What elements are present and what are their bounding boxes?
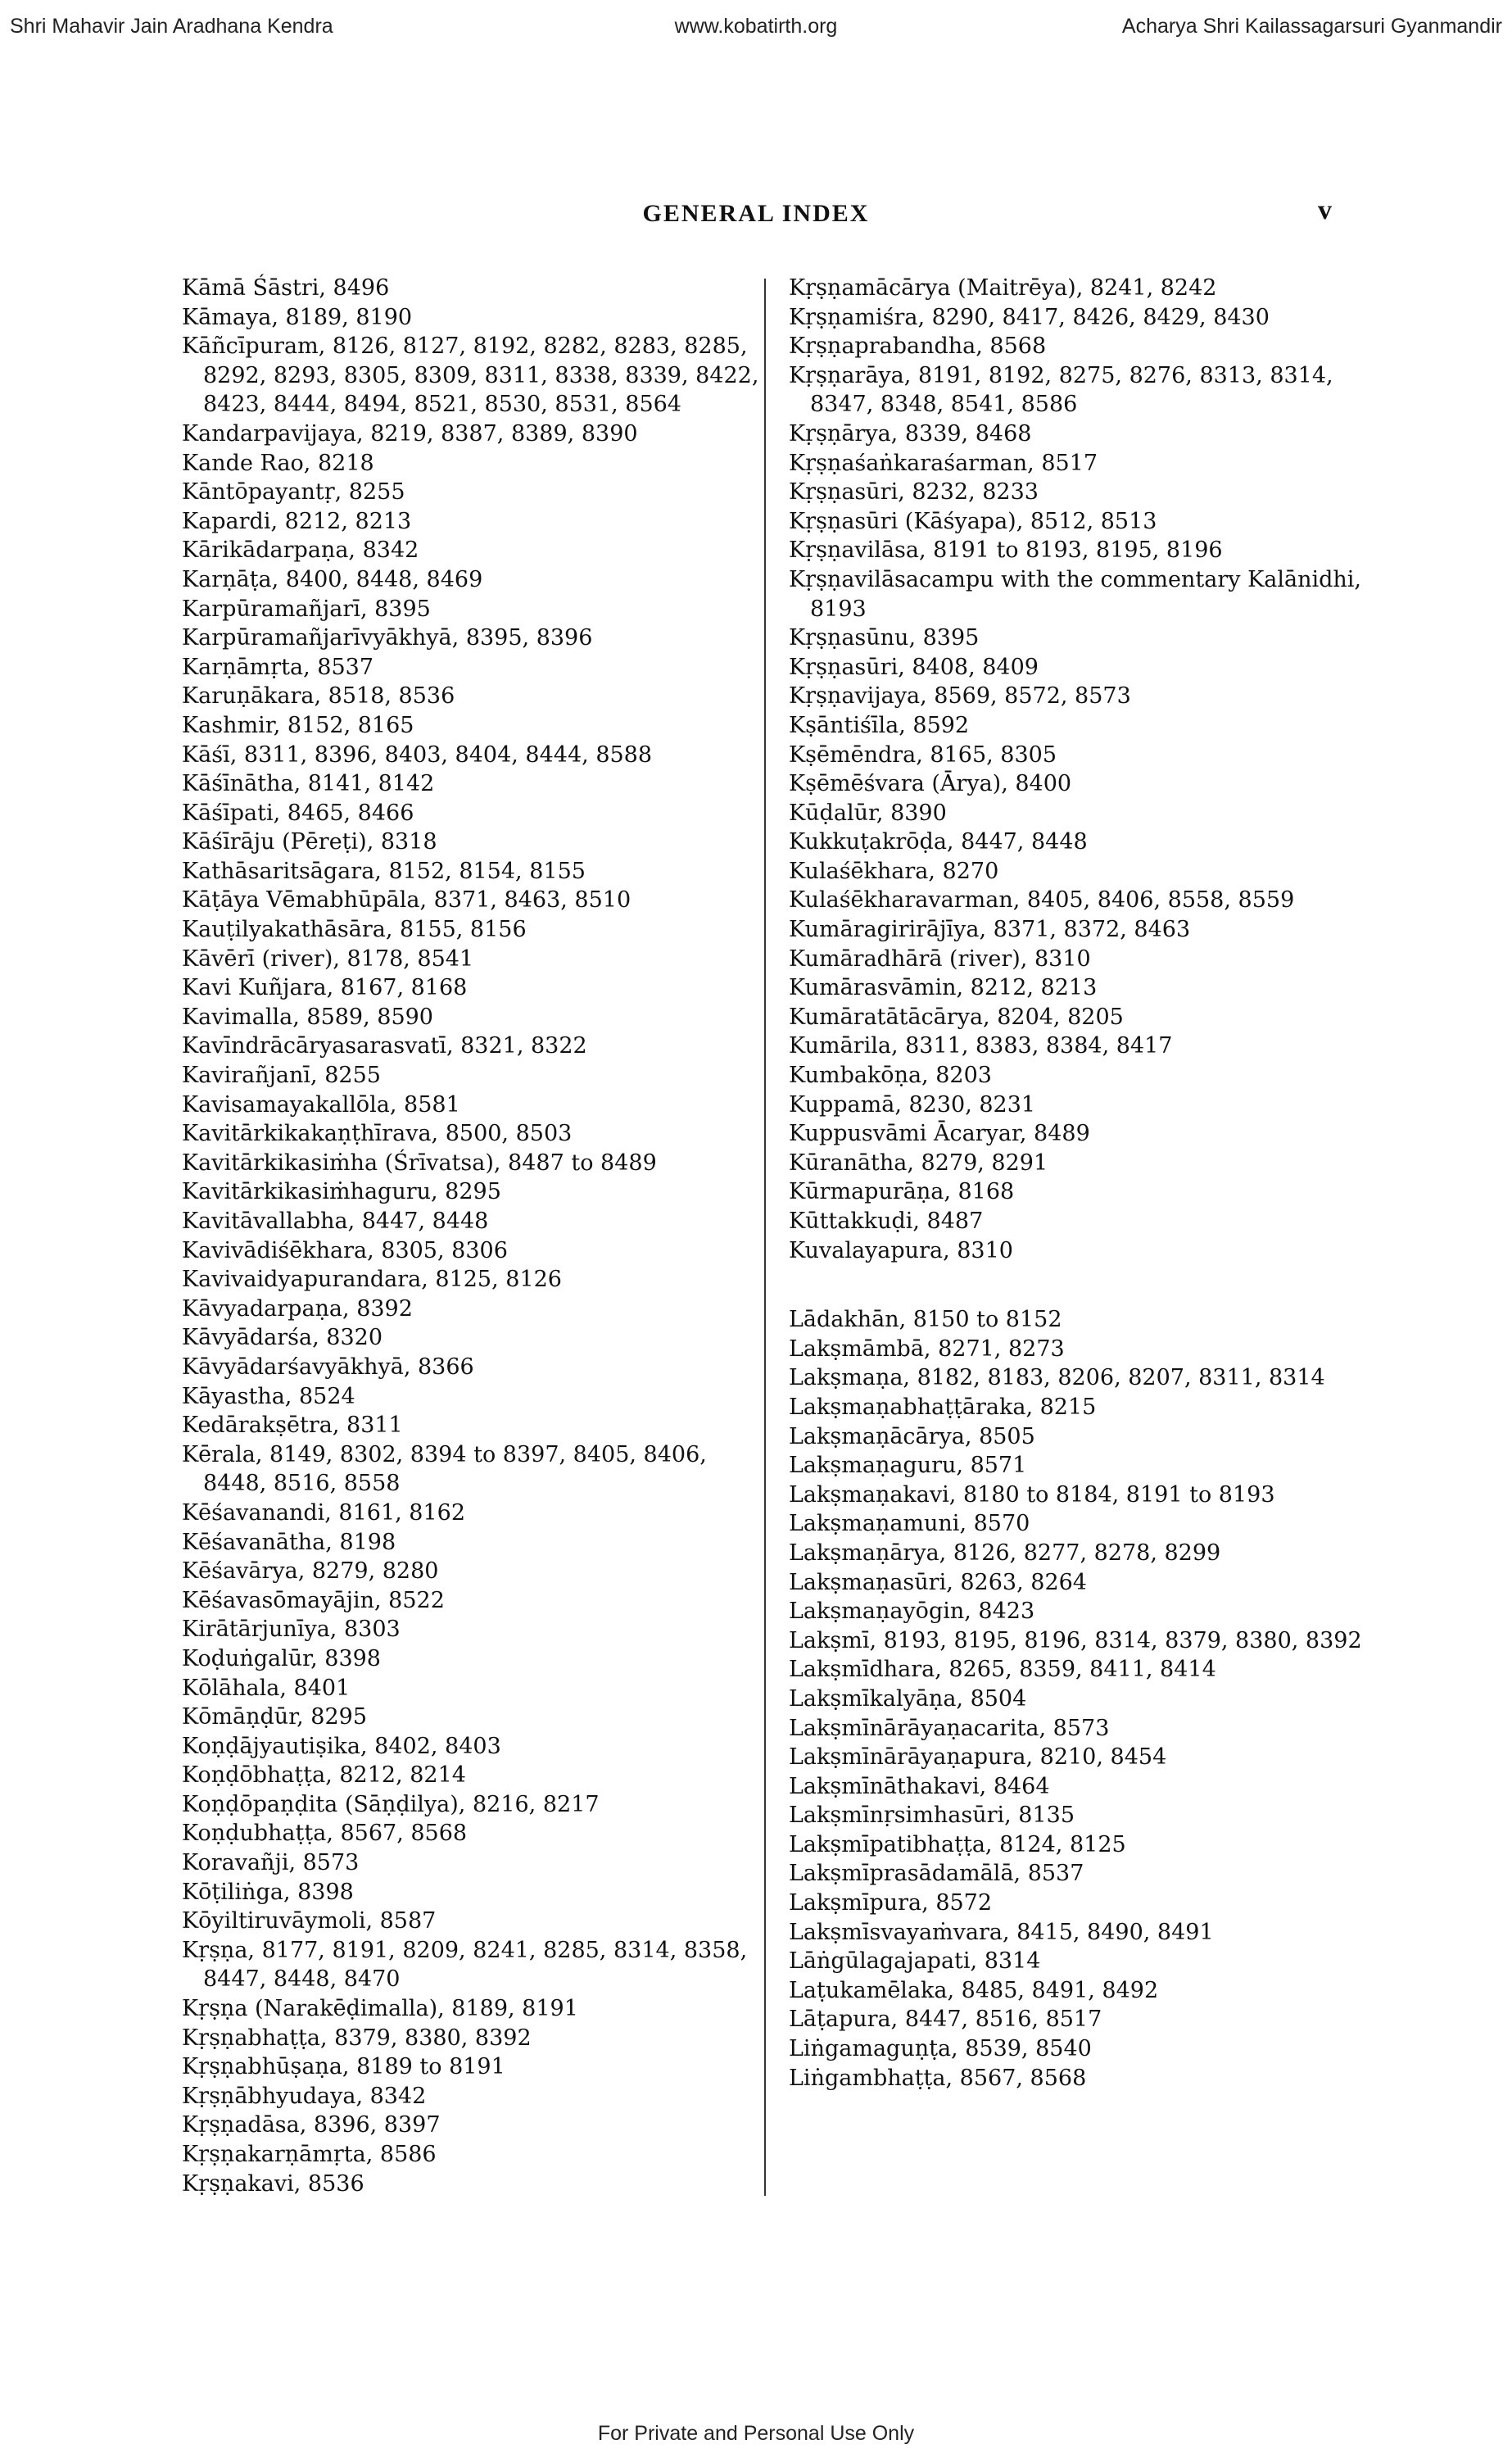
index-entry: Lakṣmīsvayaṁvara, 8415, 8490, 8491 [789, 1919, 1214, 1945]
index-entry: Kuppusvāmi Ācaryar, 8489 [789, 1121, 1090, 1147]
index-entry: Kavivādiśēkhara, 8305, 8306 [182, 1237, 508, 1263]
index-entry: Koravañji, 8573 [182, 1850, 360, 1876]
index-entry: Kumārasvāmin, 8212, 8213 [789, 975, 1098, 1001]
index-entry: Kṛṣṇābhyudaya, 8342 [182, 2083, 427, 2109]
index-entry: Kavitārkikasiṁha (Śrīvatsa), 8487 to 8489 [182, 1150, 657, 1176]
index-entry: Lāṭapura, 8447, 8516, 8517 [789, 2007, 1102, 2033]
index-entry: Kūttakkuḍi, 8487 [789, 1209, 984, 1234]
index-entry: Karṇāṭa, 8400, 8448, 8469 [182, 566, 483, 592]
index-entry: Laṭukamēlaka, 8485, 8491, 8492 [789, 1977, 1159, 2003]
index-entry: Kūḍalūr, 8390 [789, 800, 947, 826]
index-entry: Kulaśēkhara, 8270 [789, 858, 999, 884]
index-entry: Kṛṣṇamiśra, 8290, 8417, 8426, 8429, 8430 [789, 304, 1270, 330]
index-entry: Kavitārkikasiṁhaguru, 8295 [182, 1179, 501, 1205]
index-entry: Kumāradhārā (river), 8310 [789, 946, 1091, 972]
source-website: www.kobatirth.org [674, 15, 838, 38]
index-entry: Kavitārkikakaṇṭhīrava, 8500, 8503 [182, 1121, 573, 1147]
index-entry: Kashmir, 8152, 8165 [182, 712, 414, 738]
index-entry: Kāśīrāju (Pēreṭi), 8318 [182, 829, 437, 855]
index-entry: Kavi Kuñjara, 8167, 8168 [182, 975, 468, 1001]
index-entry: Kūrmapurāṇa, 8168 [789, 1179, 1015, 1205]
index-entry: Kauṭilyakathāsāra, 8155, 8156 [182, 917, 527, 943]
index-entry: Koṇḍōbhaṭṭa, 8212, 8214 [182, 1762, 466, 1789]
index-entry: Kṛṣṇa (Narakēḍimalla), 8189, 8191 [182, 1996, 578, 2022]
index-entry: Liṅgambhaṭṭa, 8567, 8568 [789, 2065, 1087, 2091]
index-entry: Kṛṣṇabhaṭṭa, 8379, 8380, 8392 [182, 2025, 532, 2051]
page-footer: For Private and Personal Use Only [597, 2422, 915, 2445]
index-entry: Kāyastha, 8524 [182, 1383, 355, 1409]
index-entry: Liṅgamaguṇṭa, 8539, 8540 [789, 2036, 1092, 2062]
source-archive-name: Acharya Shri Kailassagarsuri Gyanmandir [1121, 15, 1502, 38]
index-entry: Karṇāmṛta, 8537 [182, 654, 373, 680]
index-entry: Kṛṣṇasūnu, 8395 [789, 625, 980, 651]
index-entry: Kṛṣṇakarṇāmṛta, 8586 [182, 2142, 437, 2167]
index-entry: Kavitāvallabha, 8447, 8448 [182, 1209, 489, 1234]
index-entry: Lakṣmaṇaguru, 8571 [789, 1453, 1027, 1479]
index-entry: Kṣāntiśīla, 8592 [789, 712, 970, 738]
index-entry: Kedārakṣētra, 8311 [182, 1413, 403, 1439]
index-column-left [182, 274, 772, 2198]
index-entry: Kavimalla, 8589, 8590 [182, 1004, 433, 1030]
index-entry: Kēśavārya, 8279, 8280 [182, 1558, 439, 1585]
index-entry: Kṛṣṇasūri, 8232, 8233 [789, 479, 1039, 506]
index-entry: Kārikādarpaṇa, 8342 [182, 537, 419, 564]
page-number: v [1318, 195, 1332, 225]
index-entry: Kṣēmēśvara (Ārya), 8400 [789, 771, 1072, 797]
index-entry: Kṛṣṇavilāsacampu with the commentary Kalānidhi, 8193 [789, 566, 1361, 622]
index-entry: Kṛṣṇaprabandha, 8568 [789, 333, 1047, 360]
index-entry: Lakṣmaṇayōgin, 8423 [789, 1599, 1035, 1625]
index-entry: Kathāsaritsāgara, 8152, 8154, 8155 [182, 858, 586, 884]
index-entry: Koṇḍōpaṇḍita (Sāṇḍilya), 8216, 8217 [182, 1791, 600, 1817]
index-entry: Kavivaidyapurandara, 8125, 8126 [182, 1267, 562, 1293]
index-entry: Kṛṣṇaśaṅkaraśarman, 8517 [789, 450, 1098, 476]
index-entry: Kāñcīpuram, 8126, 8127, 8192, 8282, 8283, 8285, 8292, 8293, 8305, 8309, 8311, 8338, 8339, 8422, 8423, 8444, 8494, 8521, 8530, 8531, 8564 [182, 333, 759, 418]
index-entry: Kapardi, 8212, 8213 [182, 508, 412, 534]
index-entry: Kōmāṇḍūr, 8295 [182, 1704, 368, 1730]
index-entry: Kande Rao, 8218 [182, 450, 374, 476]
index-entry: Kavirañjanī, 8255 [182, 1063, 381, 1089]
index-entry: Kāmā Śāstri, 8496 [182, 275, 390, 301]
index-entry: Kṛṣṇārya, 8339, 8468 [789, 420, 1032, 447]
index-entry: Kumāratātācārya, 8204, 8205 [789, 1004, 1124, 1030]
index-entry: Kṛṣṇamācārya (Maitrēya), 8241, 8242 [789, 275, 1217, 301]
index-entry: Kāvyadarpaṇa, 8392 [182, 1295, 413, 1322]
index-entry: Koḍuṅgalūr, 8398 [182, 1645, 381, 1671]
index-entry: Kṛṣṇasūri, 8408, 8409 [789, 654, 1039, 680]
index-entry: Kēśavanandi, 8161, 8162 [182, 1499, 466, 1526]
index-entry: Lakṣmīprasādamālā, 8537 [789, 1861, 1084, 1887]
index-entry: Lakṣmīnāthakavi, 8464 [789, 1773, 1050, 1799]
source-header-bar [0, 11, 1512, 41]
index-entry: Kavisamayakallōla, 8581 [182, 1091, 460, 1118]
index-entry: Kāśīpati, 8465, 8466 [182, 800, 414, 826]
index-entry: Kulaśēkharavarman, 8405, 8406, 8558, 8559 [789, 887, 1295, 914]
index-entry: Lakṣmaṇabhaṭṭāraka, 8215 [789, 1394, 1097, 1420]
index-entry: Lakṣmaṇasūri, 8263, 8264 [789, 1569, 1087, 1595]
index-entry: Kṛṣṇabhūṣaṇa, 8189 to 8191 [182, 2054, 505, 2080]
index-entry: Koṇḍubhaṭṭa, 8567, 8568 [182, 1821, 468, 1847]
index-entry: Lakṣmī, 8193, 8195, 8196, 8314, 8379, 8380, 8392 [789, 1627, 1362, 1653]
index-entry: Kāmaya, 8189, 8190 [182, 304, 413, 330]
column-divider [764, 279, 766, 2196]
index-entry: Lakṣmīpatibhaṭṭa, 8124, 8125 [789, 1831, 1126, 1857]
index-entry: Kṛṣṇasūri (Kāśyapa), 8512, 8513 [789, 508, 1157, 534]
index-entry: Kṛṣṇakavi, 8536 [182, 2170, 364, 2197]
index-entry: Lakṣmīkalyāṇa, 8504 [789, 1685, 1027, 1712]
index-entry: Karpūramañjarī, 8395 [182, 596, 431, 622]
index-entry: Lakṣmaṇakavi, 8180 to 8184, 8191 to 8193 [789, 1481, 1275, 1508]
index-entry: Kumārila, 8311, 8383, 8384, 8417 [789, 1033, 1173, 1059]
index-entry: Lakṣmīdhara, 8265, 8359, 8411, 8414 [789, 1657, 1216, 1683]
index-entry: Kumāragirirājīya, 8371, 8372, 8463 [789, 917, 1191, 943]
index-entry: Kuppamā, 8230, 8231 [789, 1091, 1036, 1118]
index-entry: Kṛṣṇavijaya, 8569, 8572, 8573 [789, 683, 1131, 710]
page-title: GENERAL INDEX [642, 200, 870, 227]
index-entry: Lakṣmaṇamuni, 8570 [789, 1511, 1030, 1537]
index-column-right [789, 274, 1378, 2093]
index-entry: Kōṭiliṅga, 8398 [182, 1879, 354, 1905]
index-entry: Kāvyādarśa, 8320 [182, 1325, 383, 1351]
index-entry: Kāntōpayantṛ, 8255 [182, 479, 405, 506]
index-entry: Lakṣmaṇācārya, 8505 [789, 1423, 1035, 1449]
index-entry: Lakṣmaṇa, 8182, 8183, 8206, 8207, 8311, 8314 [789, 1365, 1325, 1391]
index-entry: Kūranātha, 8279, 8291 [789, 1150, 1048, 1176]
index-entry: Lakṣmīnārāyaṇapura, 8210, 8454 [789, 1744, 1167, 1771]
source-library-name: Shri Mahavir Jain Aradhana Kendra [10, 15, 333, 38]
index-entry: Kṛṣṇarāya, 8191, 8192, 8275, 8276, 8313, 8314, 8347, 8348, 8541, 8586 [789, 362, 1333, 418]
index-entry: Kṛṣṇadāsa, 8396, 8397 [182, 2112, 441, 2138]
index-entry: Lakṣmāmbā, 8271, 8273 [789, 1336, 1065, 1362]
index-entry: Lāṅgūlagajapati, 8314 [789, 1948, 1041, 1975]
index-entry: Kuvalayapura, 8310 [789, 1237, 1013, 1263]
index-entry: Kāśīnātha, 8141, 8142 [182, 771, 435, 797]
index-entry: Kēśavanātha, 8198 [182, 1529, 396, 1555]
index-entry: Kāṭāya Vēmabhūpāla, 8371, 8463, 8510 [182, 887, 632, 914]
index-entry: Kumbakōṇa, 8203 [789, 1063, 992, 1089]
index-entry: Karuṇākara, 8518, 8536 [182, 683, 455, 710]
index-entry: Kāvērī (river), 8178, 8541 [182, 946, 474, 972]
index-entry: Kōyiltiruvāymoli, 8587 [182, 1908, 437, 1934]
index-entry: Kṣēmēndra, 8165, 8305 [789, 741, 1057, 768]
running-head [0, 195, 1512, 233]
index-entry: Kēśavasōmayājin, 8522 [182, 1587, 445, 1613]
index-entry: Koṇḍājyautiṣika, 8402, 8403 [182, 1733, 501, 1759]
index-entry: Kavīndrācāryasarasvatī, 8321, 8322 [182, 1033, 587, 1059]
index-entry: Lādakhān, 8150 to 8152 [789, 1307, 1062, 1333]
index-entry: Karpūramañjarīvyākhyā, 8395, 8396 [182, 625, 593, 651]
index-entry: Kāśī, 8311, 8396, 8403, 8404, 8444, 8588 [182, 741, 653, 768]
index-entry: Kōlāhala, 8401 [182, 1675, 351, 1701]
index-entry: Lakṣmaṇārya, 8126, 8277, 8278, 8299 [789, 1540, 1221, 1566]
index-entry: Kṛṣṇavilāsa, 8191 to 8193, 8195, 8196 [789, 537, 1223, 564]
index-entry: Lakṣmīnārāyaṇacarita, 8573 [789, 1715, 1110, 1741]
index-entry: Lakṣmīnṛsimhasūri, 8135 [789, 1803, 1075, 1829]
index-entry: Kandarpavijaya, 8219, 8387, 8389, 8390 [182, 420, 638, 447]
index-entry: Kṛṣṇa, 8177, 8191, 8209, 8241, 8285, 8314, 8358, 8447, 8448, 8470 [182, 1937, 748, 1993]
index-entry: Kukkuṭakrōḍa, 8447, 8448 [789, 829, 1088, 855]
index-entry: Kāvyādarśavyākhyā, 8366 [182, 1354, 474, 1380]
index-entry: Lakṣmīpura, 8572 [789, 1890, 993, 1916]
index-entry: Kirātārjunīya, 8303 [182, 1617, 401, 1643]
index-entry: Kērala, 8149, 8302, 8394 to 8397, 8405, 8406, 8448, 8516, 8558 [182, 1441, 707, 1497]
